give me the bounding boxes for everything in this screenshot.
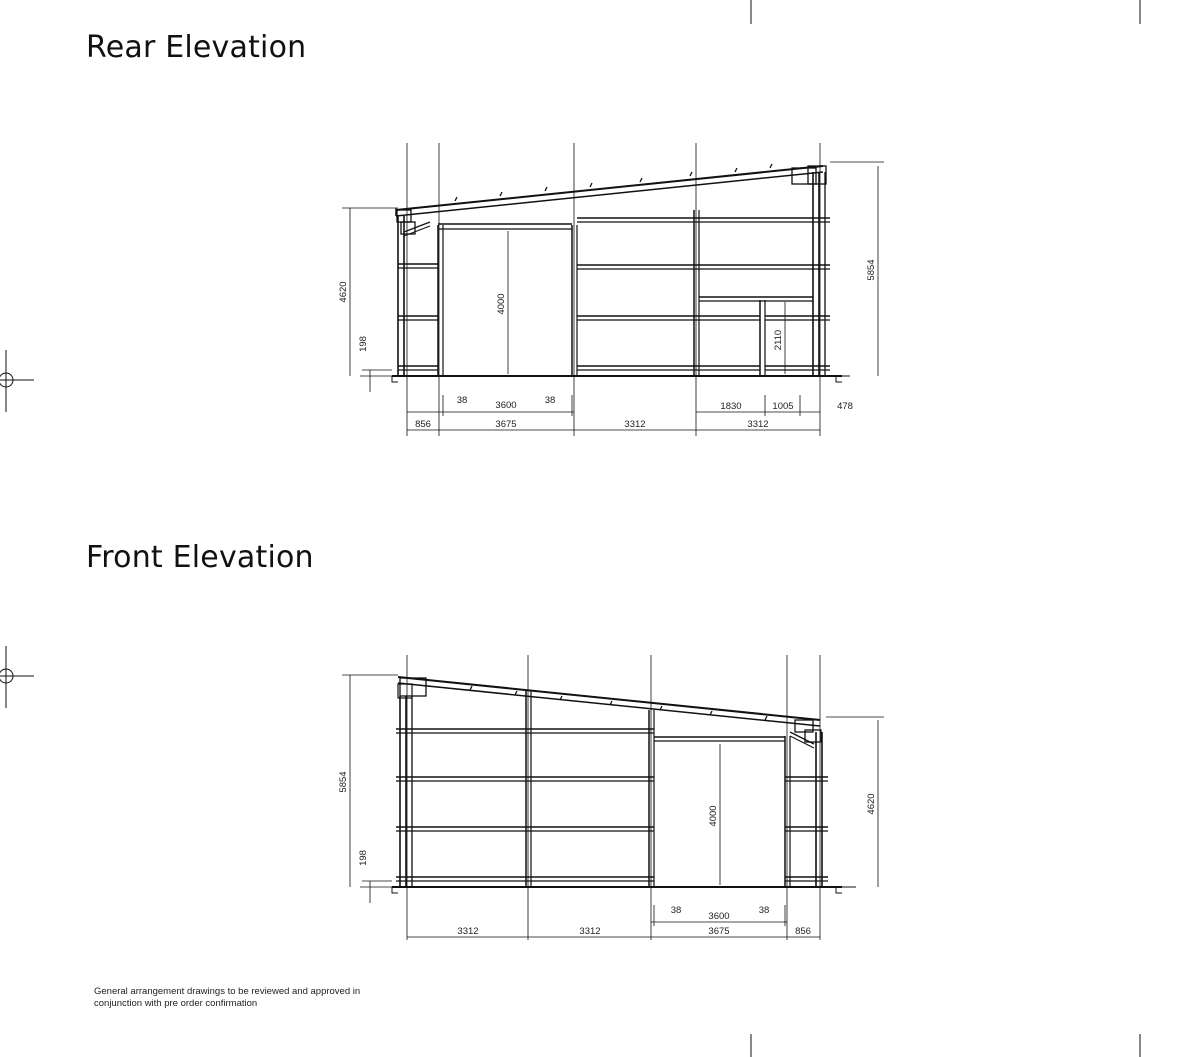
note-line-2: conjunction with pre order confirmation [94,998,258,1009]
front-dim-overall-height: 5854 [338,771,349,793]
front-elevation-title: Front Elevation [86,540,314,575]
front-dimension-labels [338,771,877,937]
rear-elevation [342,143,884,436]
rear-dim-eaves-height: 4620 [338,281,349,303]
front-dim-row1-b: 3600 [708,911,730,922]
front-dim-row2-d: 856 [795,926,811,937]
rear-dim-row2-d: 3312 [747,419,769,430]
front-dim-row1-a: 38 [670,905,682,916]
front-elevation [342,655,884,940]
front-dim-eaves-height: 4620 [866,793,877,815]
rear-dim-row1-b: 3600 [495,400,517,411]
rear-dim-row1-d: 1830 [720,401,742,412]
note-line-1: General arrangement drawings to be reviewed and approved in [94,986,361,997]
front-dim-row2-a: 3312 [457,926,479,937]
rear-dim-row1-c: 38 [544,395,556,406]
rear-dim-row2-a: 856 [415,419,431,430]
rear-dim-row1-a: 38 [456,395,468,406]
rear-dim-row2-c: 3312 [624,419,646,430]
front-dim-row1-c: 38 [758,905,770,916]
rear-dim-base: 198 [358,336,369,352]
rear-dim-row2-b: 3675 [495,419,517,430]
rear-dim-overall-height: 5854 [866,259,877,281]
rear-dim-row1-e: 1005 [772,401,794,412]
front-dim-door-height: 4000 [708,805,719,827]
rear-dim-small-door-height: 2110 [773,329,784,351]
front-dim-row2-c: 3675 [708,926,730,937]
rear-elevation-title: Rear Elevation [86,30,307,65]
rear-dim-row1-f: 478 [837,401,853,412]
front-dim-row2-b: 3312 [579,926,601,937]
rear-dimension-labels [338,259,877,430]
general-arrangement-note [94,986,414,1010]
rear-dim-door-height: 4000 [496,293,507,315]
front-dim-base: 198 [358,850,369,866]
